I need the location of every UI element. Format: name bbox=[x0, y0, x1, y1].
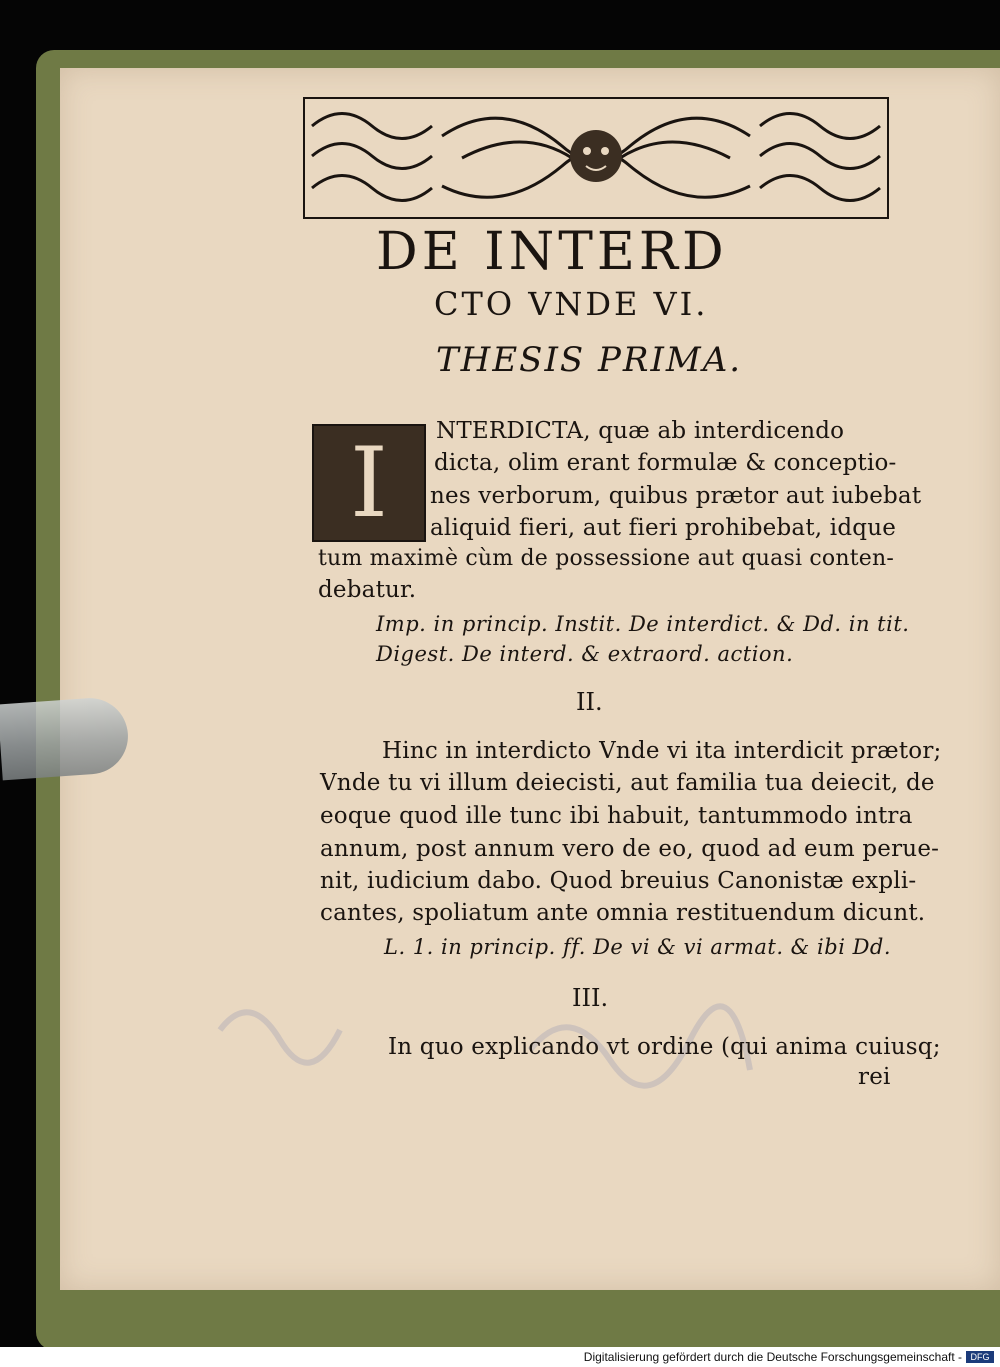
thesis-heading: THESIS PRIMA. bbox=[436, 340, 743, 380]
title-line-1: DE INTERD bbox=[376, 222, 728, 282]
s2-line: eoque quod ille tunc ibi habuit, tantummodo intra bbox=[320, 803, 913, 829]
dfg-logo-icon: DFG bbox=[966, 1351, 994, 1363]
s1-citation: Imp. in princip. Instit. De interdict. & Dd. in tit. bbox=[376, 612, 910, 636]
initial-letter: I bbox=[350, 427, 388, 539]
catchword: rei bbox=[858, 1064, 891, 1090]
s1-line: NTERDICTA, quæ ab interdicendo bbox=[436, 418, 845, 444]
s2-line: Hinc in interdicto Vnde vi ita interdicit prætor; bbox=[382, 738, 942, 764]
s1-citation: Digest. De interd. & extraord. action. bbox=[376, 642, 794, 666]
decorated-initial bbox=[312, 424, 426, 542]
s1-line: dicta, olim erant formulæ & conceptio- bbox=[434, 450, 897, 476]
s1-line: nes verborum, quibus prætor aut iubebat bbox=[430, 483, 922, 509]
section-number: II. bbox=[576, 688, 603, 716]
footer-credit: Digitalisierung gefördert durch die Deutsche Forschungsgemeinschaft - bbox=[583, 1350, 962, 1364]
s2-line: nit, iudicium dabo. Quod breuius Canonistæ expli- bbox=[320, 868, 917, 894]
s1-line: aliquid fieri, aut fieri prohibebat, idque bbox=[430, 515, 897, 541]
headpiece-ornament bbox=[302, 96, 890, 220]
s3-line: In quo explicando vt ordine (qui anima cuiusq; bbox=[388, 1034, 941, 1060]
s2-line: annum, post annum vero de eo, quod ad eum perue- bbox=[320, 836, 940, 862]
s1-line: debatur. bbox=[318, 577, 417, 603]
title-line-2: CTO VNDE VI. bbox=[434, 285, 709, 323]
scanner-page-holder bbox=[0, 696, 130, 781]
s2-line: cantes, spoliatum ante omnia restituendum dicunt. bbox=[320, 900, 926, 926]
s2-citation: L. 1. in princip. ff. De vi & vi armat. & ibi Dd. bbox=[384, 935, 892, 959]
s2-line: Vnde tu vi illum deiecisti, aut familia tua deiecit, de bbox=[320, 770, 935, 796]
digitization-footer bbox=[0, 1347, 1000, 1367]
s1-line: tum maximè cùm de possessione aut quasi conten- bbox=[318, 546, 894, 571]
section-number: III. bbox=[572, 984, 609, 1012]
